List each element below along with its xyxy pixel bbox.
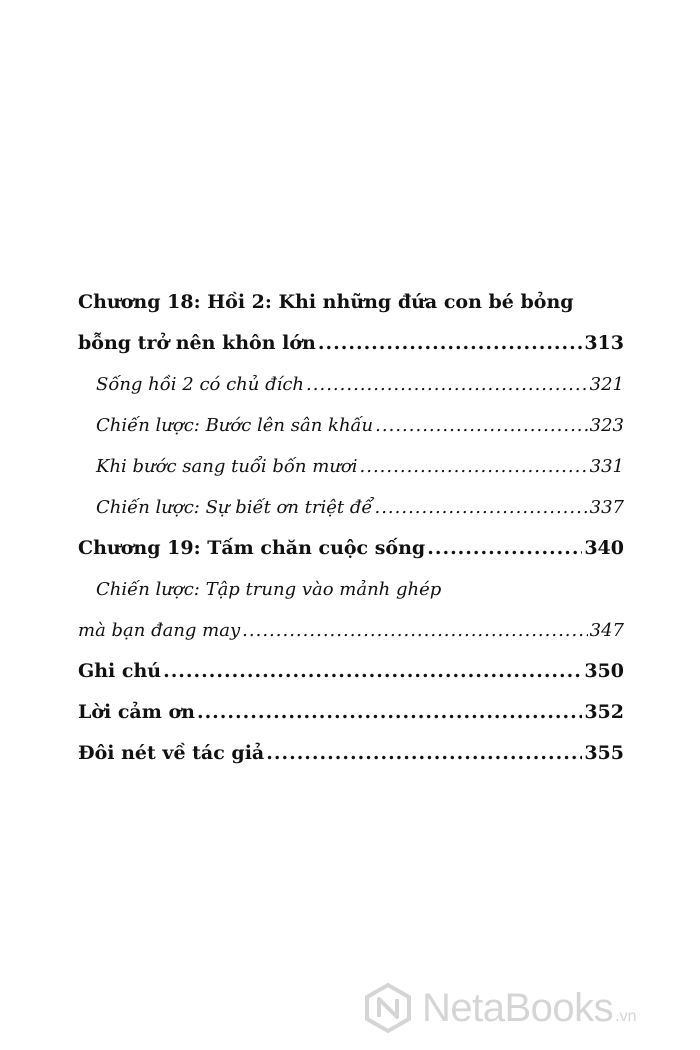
toc-entry-page: 340 <box>584 537 624 559</box>
dot-leader <box>375 405 587 446</box>
toc-entry-title: Đôi nét về tác giả <box>78 742 265 764</box>
dot-leader <box>306 364 588 405</box>
toc-entry-title: Sống hồi 2 có chủ đích <box>96 374 305 395</box>
watermark <box>362 976 692 1040</box>
toc-entry-title: Chương 18: Hồi 2: Khi những đứa con bé bỏng <box>78 291 574 313</box>
netabooks-logo-icon <box>362 982 414 1034</box>
toc-entry-page: 337 <box>589 497 624 518</box>
table-of-contents <box>78 282 624 774</box>
toc-entry-tuoi-bon-muoi <box>78 446 624 487</box>
toc-entry-title: Chiến lược: Sự biết ơn triệt để <box>96 497 373 518</box>
dot-leader <box>242 610 587 651</box>
toc-entry-page: 331 <box>589 456 624 477</box>
toc-entry-page: 355 <box>584 742 624 764</box>
toc-entry-su-biet-on <box>78 487 624 528</box>
toc-entry-chapter-18-line1 <box>78 282 624 323</box>
toc-entry-page: 347 <box>589 620 624 641</box>
toc-entry-title: mà bạn đang may <box>78 620 241 641</box>
toc-entry-title: Chiến lược: Bước lên sân khấu <box>96 415 374 436</box>
toc-entry-buoc-len-san-khau <box>78 405 624 446</box>
toc-entry-tap-trung-line2 <box>78 610 624 651</box>
toc-entry-tac-gia <box>78 733 624 774</box>
toc-entry-title: Chiến lược: Tập trung vào mảnh ghép <box>96 579 442 600</box>
toc-entry-ghi-chu <box>78 651 624 692</box>
watermark-brand: NetaBooks <box>422 985 614 1030</box>
dot-leader <box>197 692 582 733</box>
dot-leader <box>360 446 588 487</box>
toc-entry-page: 313 <box>584 332 624 354</box>
dot-leader <box>374 487 587 528</box>
toc-entry-title: Lời cảm ơn <box>78 701 195 723</box>
toc-entry-title: bỗng trở nên khôn lớn <box>78 332 316 354</box>
dot-leader <box>266 733 582 774</box>
toc-entry-title: Ghi chú <box>78 660 162 682</box>
toc-entry-title: Chương 19: Tấm chăn cuộc sống <box>78 537 426 559</box>
dot-leader <box>163 651 582 692</box>
toc-entry-page: 323 <box>589 415 624 436</box>
toc-entry-song-hoi-2 <box>78 364 624 405</box>
toc-entry-page: 321 <box>589 374 624 395</box>
dot-leader <box>318 323 582 364</box>
dot-leader <box>427 528 582 569</box>
toc-entry-chapter-18-line2 <box>78 323 624 364</box>
toc-entry-page: 350 <box>584 660 624 682</box>
toc-entry-title: Khi bước sang tuổi bốn mươi <box>96 456 358 477</box>
toc-entry-page: 352 <box>584 701 624 723</box>
toc-entry-loi-cam-on <box>78 692 624 733</box>
watermark-suffix: .vn <box>615 1008 637 1025</box>
toc-entry-tap-trung-line1 <box>78 569 624 610</box>
toc-entry-chapter-19 <box>78 528 624 569</box>
